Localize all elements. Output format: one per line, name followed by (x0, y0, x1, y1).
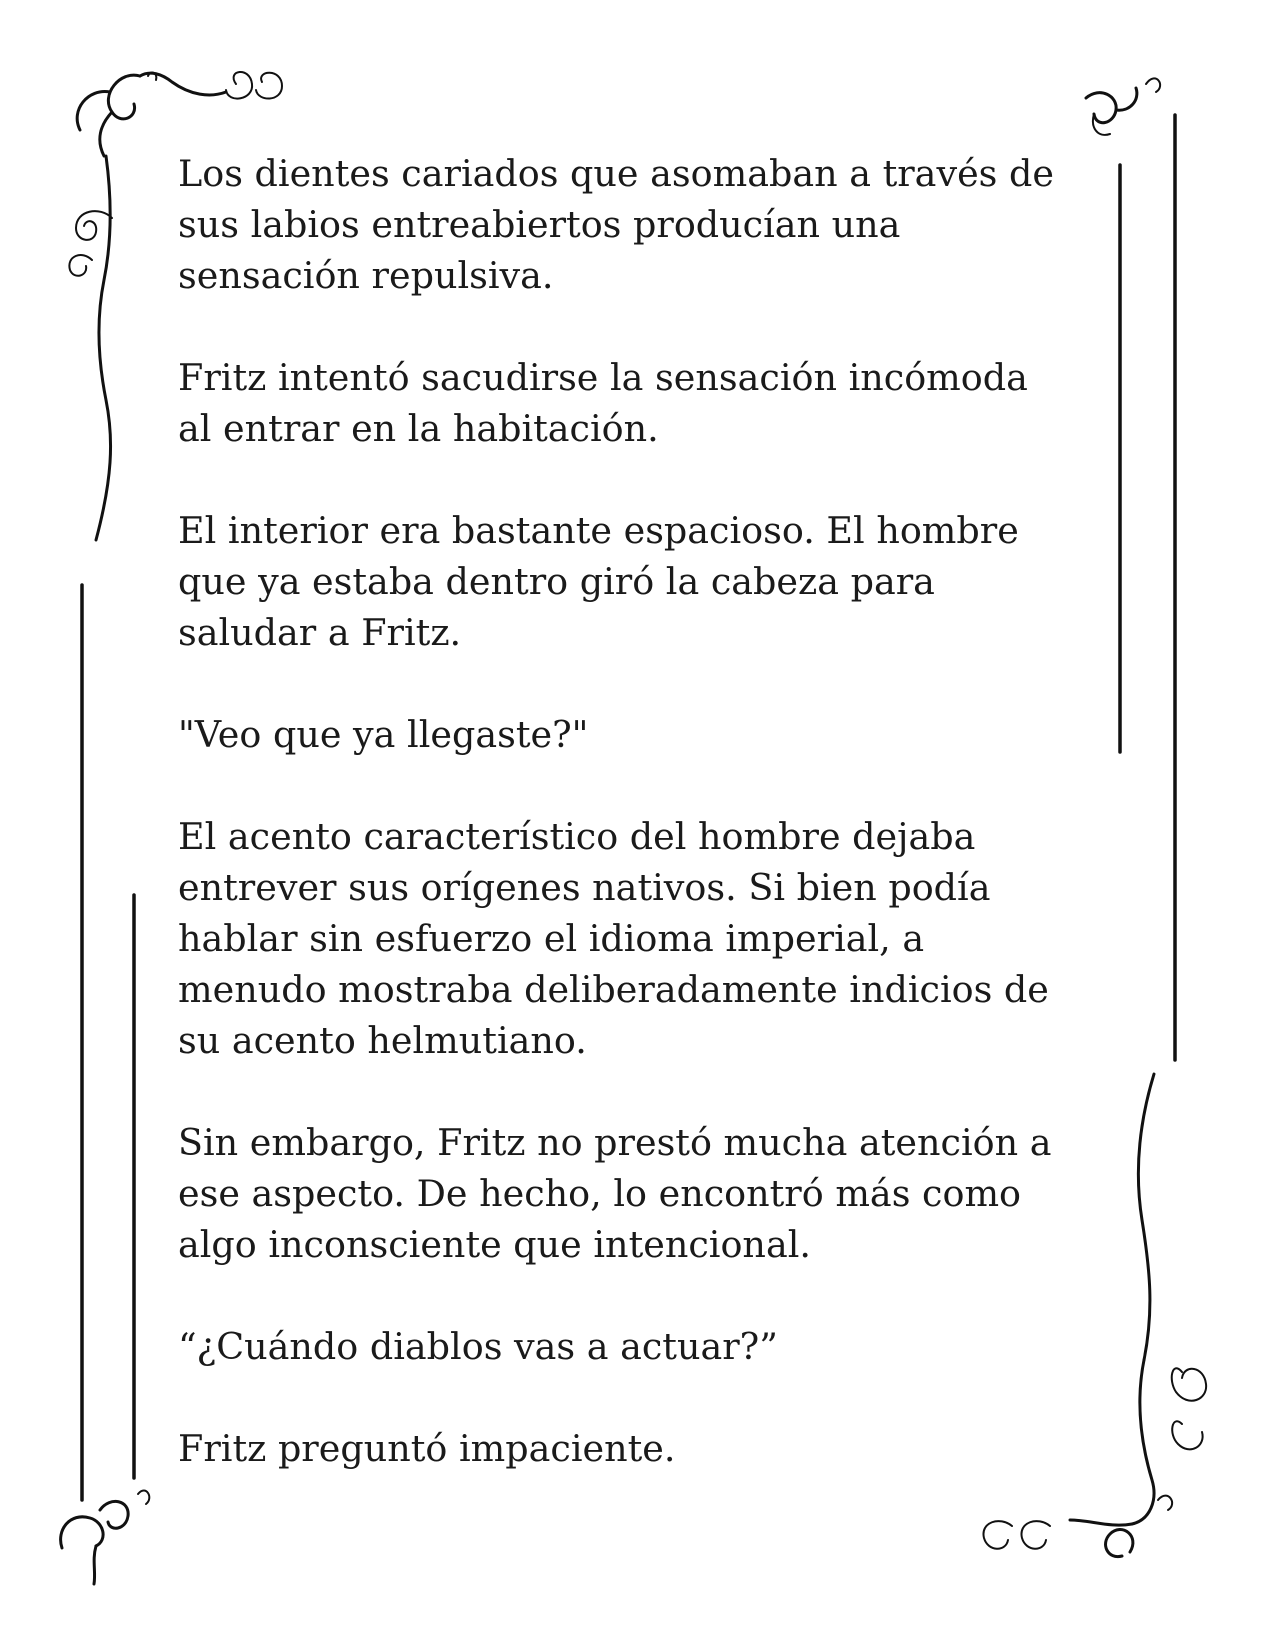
dialogue-2: “¿Cuándo diablos vas a actuar?” (178, 1325, 778, 1368)
paragraph-1: Los dientes cariados que asomaban a través de sus labios entreabiertos producían una sensación repulsiva. (178, 152, 1054, 297)
paragraph-5: Sin embargo, Fritz no prestó mucha atención a ese aspecto. De hecho, lo encontró más como algo inconsciente que intencional. (178, 1121, 1052, 1266)
flourish-top-right (1086, 78, 1160, 134)
story-text (178, 148, 1098, 1474)
paragraph-4: El acento característico del hombre dejaba entrever sus orígenes nativos. Si bien podía hablar sin esfuerzo el idioma imperial, a menudo mostraba deliberadamente indicios de su acento helmutiano. (178, 815, 1049, 1062)
paragraph-3: El interior era bastante espacioso. El hombre que ya estaba dentro giró la cabeza para saludar a Fritz. (178, 509, 1019, 654)
paragraph-6: Fritz preguntó impaciente. (178, 1427, 676, 1470)
dialogue-1: "Veo que ya llegaste?" (178, 713, 589, 756)
paragraph-2: Fritz intentó sacudirse la sensación incómoda al entrar en la habitación. (178, 356, 1028, 450)
flourish-bottom-left (61, 1491, 150, 1585)
